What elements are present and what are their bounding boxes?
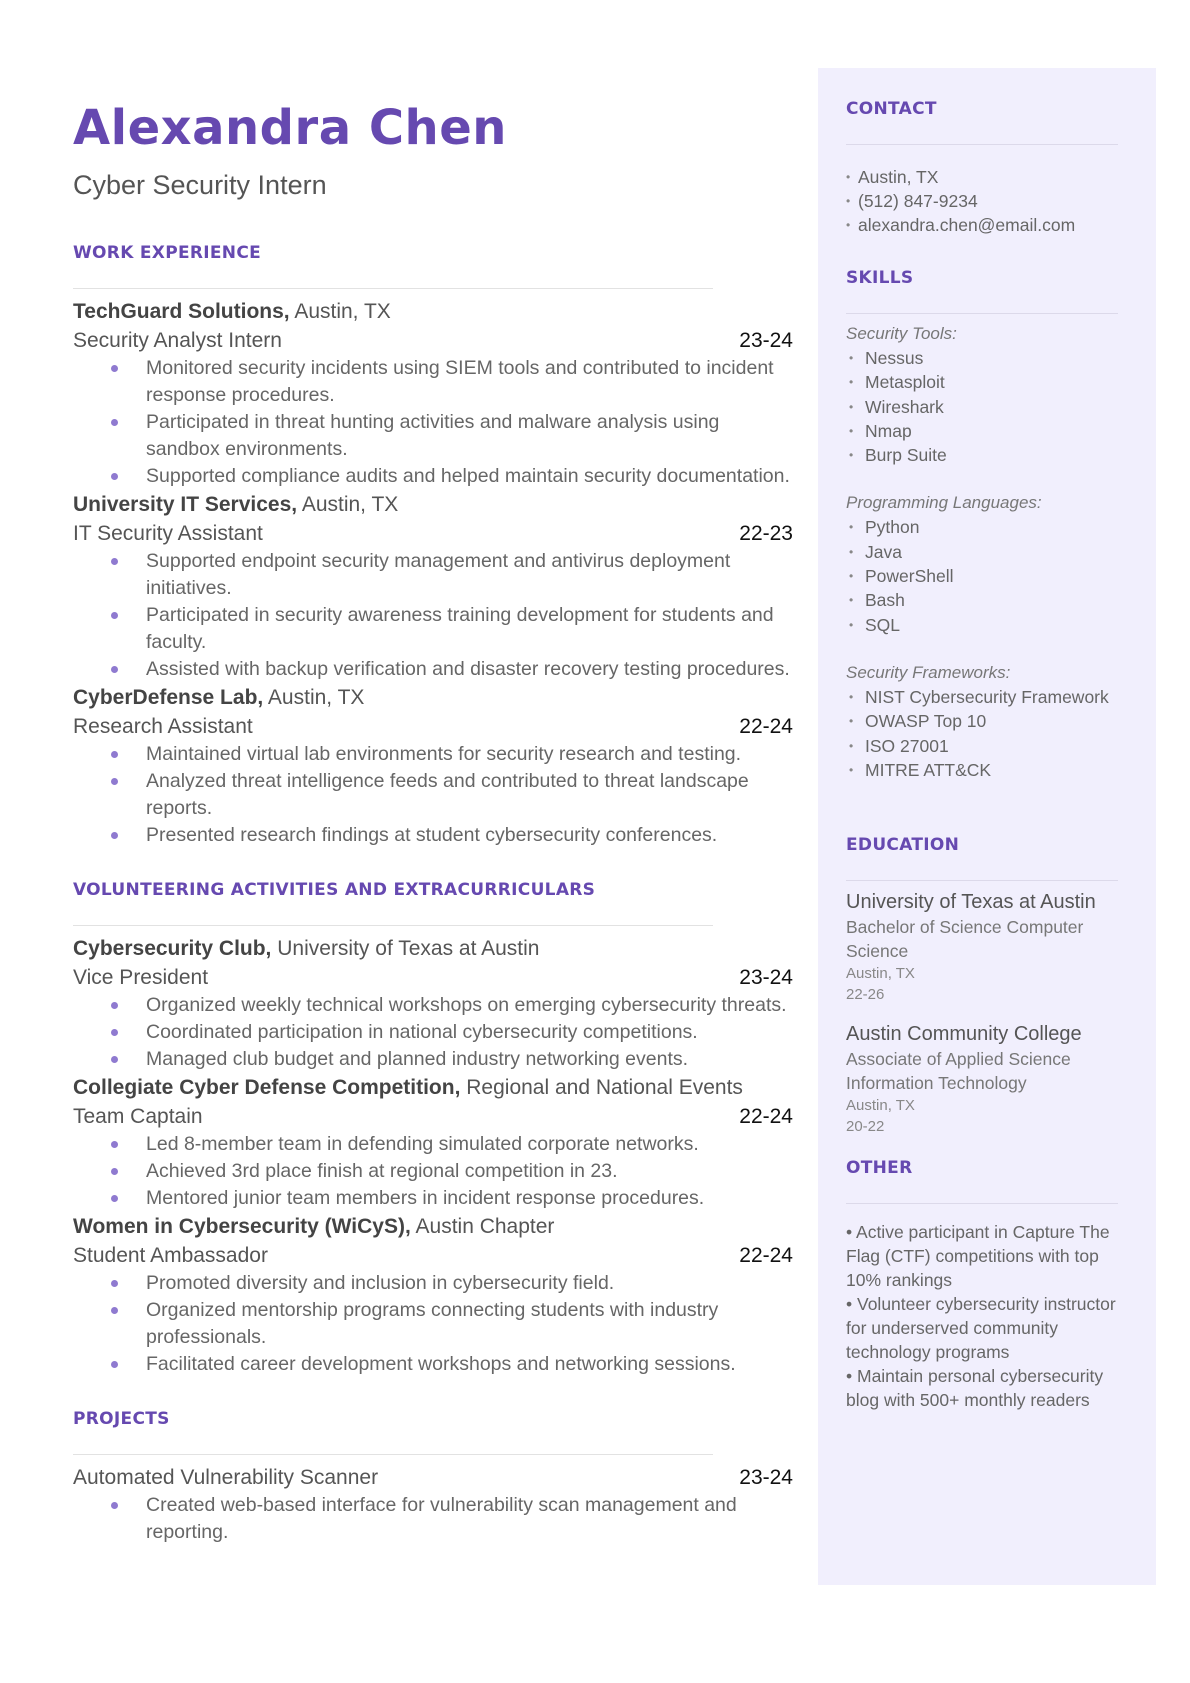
skill-item: • Wireshark [846,395,1136,419]
contact-heading: CONTACT [846,99,937,119]
skill-item: • ISO 27001 [846,734,1136,758]
bullet-item: Facilitated career development workshops and networking sessions. [73,1351,793,1378]
other-heading: OTHER [846,1158,913,1179]
skill-item: • OWASP Top 10 [846,709,1136,733]
degree: Bachelor of Science Computer Science [846,917,1084,962]
divider [73,288,713,289]
school-location: Austin, TX [846,1097,915,1115]
bullet-item: Led 8-member team in defending simulated corporate networks. [73,1131,793,1158]
project-entry [73,1463,793,1546]
skills-heading: SKILLS [846,268,914,288]
skill-item: • Python [846,515,1136,539]
bullet-item: Created web-based interface for vulnerability scan management and reporting. [73,1492,793,1546]
skill-item: • Metasploit [846,370,1136,394]
divider [846,144,1118,145]
contact-email: • alexandra.chen@email.com [846,213,1136,237]
skill-group [846,322,1136,467]
volunteer-entry [73,1073,793,1212]
work-entry [73,297,793,490]
degree: Associate of Applied Science Information Technology [846,1049,1071,1094]
work-heading: WORK EXPERIENCE [73,243,262,263]
skill-category: Programming Languages: [846,493,1042,513]
bullet-item: Achieved 3rd place finish at regional competition in 23. [73,1158,793,1185]
bullet-item: Coordinated participation in national cybersecurity competitions. [73,1019,793,1046]
entry-org: Women in Cybersecurity (WiCyS), Austin Chapter [73,1215,555,1238]
entry-date: 22-24 [739,715,793,738]
work-entry [73,683,793,849]
bullet-item: Assisted with backup verification and disaster recovery testing procedures. [73,656,793,683]
volunteer-entry [73,934,793,1073]
skill-item: • NIST Cybersecurity Framework [846,685,1136,709]
entry-date: 22-24 [739,1105,793,1128]
entry-role: Student Ambassador 22-24 [73,1241,793,1270]
entry-role: Security Analyst Intern 23-24 [73,326,793,355]
volunteering-section [73,879,793,1378]
contact-location: • Austin, TX [846,165,1136,189]
other-item: • Volunteer cybersecurity instructor for underserved community technology programs [846,1294,1116,1363]
skill-category: Security Tools: [846,324,957,343]
entry-date: 22-24 [739,1244,793,1267]
contact-list [846,165,1136,237]
skill-group [846,661,1136,782]
projects-section [73,1408,793,1546]
school-name: Austin Community College [846,1023,1082,1046]
skill-item: • SQL [846,613,1136,637]
other-item: • Active participant in Capture The Flag (CTF) competitions with top 10% rankings [846,1222,1110,1291]
entry-role: Team Captain 22-24 [73,1102,793,1131]
education-entry [846,889,1136,1005]
projects-heading: PROJECTS [73,1409,170,1429]
bullet-item: Analyzed threat intelligence feeds and contributed to threat landscape reports. [73,768,793,822]
main-column [73,96,793,1546]
bullet-item: Participated in threat hunting activities and malware analysis using sandbox environments. [73,409,793,463]
skill-category: Security Frameworks: [846,662,1011,682]
education-entry [846,1021,1136,1137]
bullet-item: Supported endpoint security management and antivirus deployment initiatives. [73,548,793,602]
bullet-item: Supported compliance audits and helped maintain security documentation. [73,463,793,490]
skill-item: • Nmap [846,419,1136,443]
contact-phone: • (512) 847-9234 [846,189,1136,213]
entry-role: Research Assistant 22-24 [73,712,793,741]
bullet-item: Mentored junior team members in incident response procedures. [73,1185,793,1212]
bullet-item: Participated in security awareness training development for students and faculty. [73,602,793,656]
work-entry [73,490,793,683]
bullet-item: Maintained virtual lab environments for security research and testing. [73,741,793,768]
divider [846,313,1118,314]
candidate-title: Cyber Security Intern [73,170,327,200]
skill-item: • Java [846,540,1136,564]
divider [846,1203,1118,1204]
candidate-name: Alexandra Chen [73,100,507,156]
entry-org: University IT Services, Austin, TX [73,493,399,516]
school-name: University of Texas at Austin [846,891,1096,914]
bullet-item: Monitored security incidents using SIEM tools and contributed to incident response procedures. [73,355,793,409]
volunteering-heading: VOLUNTEERING ACTIVITIES AND EXTRACURRICULARS [73,880,596,900]
divider [73,1454,713,1455]
skill-item: • Burp Suite [846,443,1136,467]
entry-date: 23-24 [739,329,793,352]
bullet-item: Organized weekly technical workshops on emerging cybersecurity threats. [73,992,793,1019]
divider [846,880,1118,881]
bullet-item: Presented research findings at student cybersecurity conferences. [73,822,793,849]
volunteer-entry [73,1212,793,1378]
project-name: Automated Vulnerability Scanner 23-24 [73,1463,793,1492]
entry-date: 22-23 [739,522,793,545]
skill-item: • Bash [846,588,1136,612]
school-dates: 22-26 [846,986,885,1004]
entry-date: 23-24 [739,966,793,989]
entry-org: Cybersecurity Club, University of Texas at Austin [73,937,540,960]
bullet-item: Organized mentorship programs connecting students with industry professionals. [73,1297,793,1351]
divider [73,925,713,926]
skill-group [846,491,1136,636]
other-item: • Maintain personal cybersecurity blog with 500+ monthly readers [846,1366,1104,1411]
entry-org: CyberDefense Lab, Austin, TX [73,686,365,709]
bullet-item: Promoted diversity and inclusion in cybersecurity field. [73,1270,793,1297]
entry-org: Collegiate Cyber Defense Competition, Regional and National Events [73,1076,743,1099]
entry-role: Vice President 23-24 [73,963,793,992]
entry-role: IT Security Assistant 22-23 [73,519,793,548]
work-section [73,242,793,849]
entry-date: 23-24 [739,1466,793,1489]
education-heading: EDUCATION [846,835,960,856]
school-dates: 20-22 [846,1118,885,1136]
sidebar [818,68,1156,1585]
skill-item: • Nessus [846,346,1136,370]
school-location: Austin, TX [846,965,915,983]
other-list [846,1220,1136,1412]
entry-org: TechGuard Solutions, Austin, TX [73,300,391,323]
skill-item: • PowerShell [846,564,1136,588]
bullet-item: Managed club budget and planned industry networking events. [73,1046,793,1073]
skill-item: • MITRE ATT&CK [846,758,1136,782]
